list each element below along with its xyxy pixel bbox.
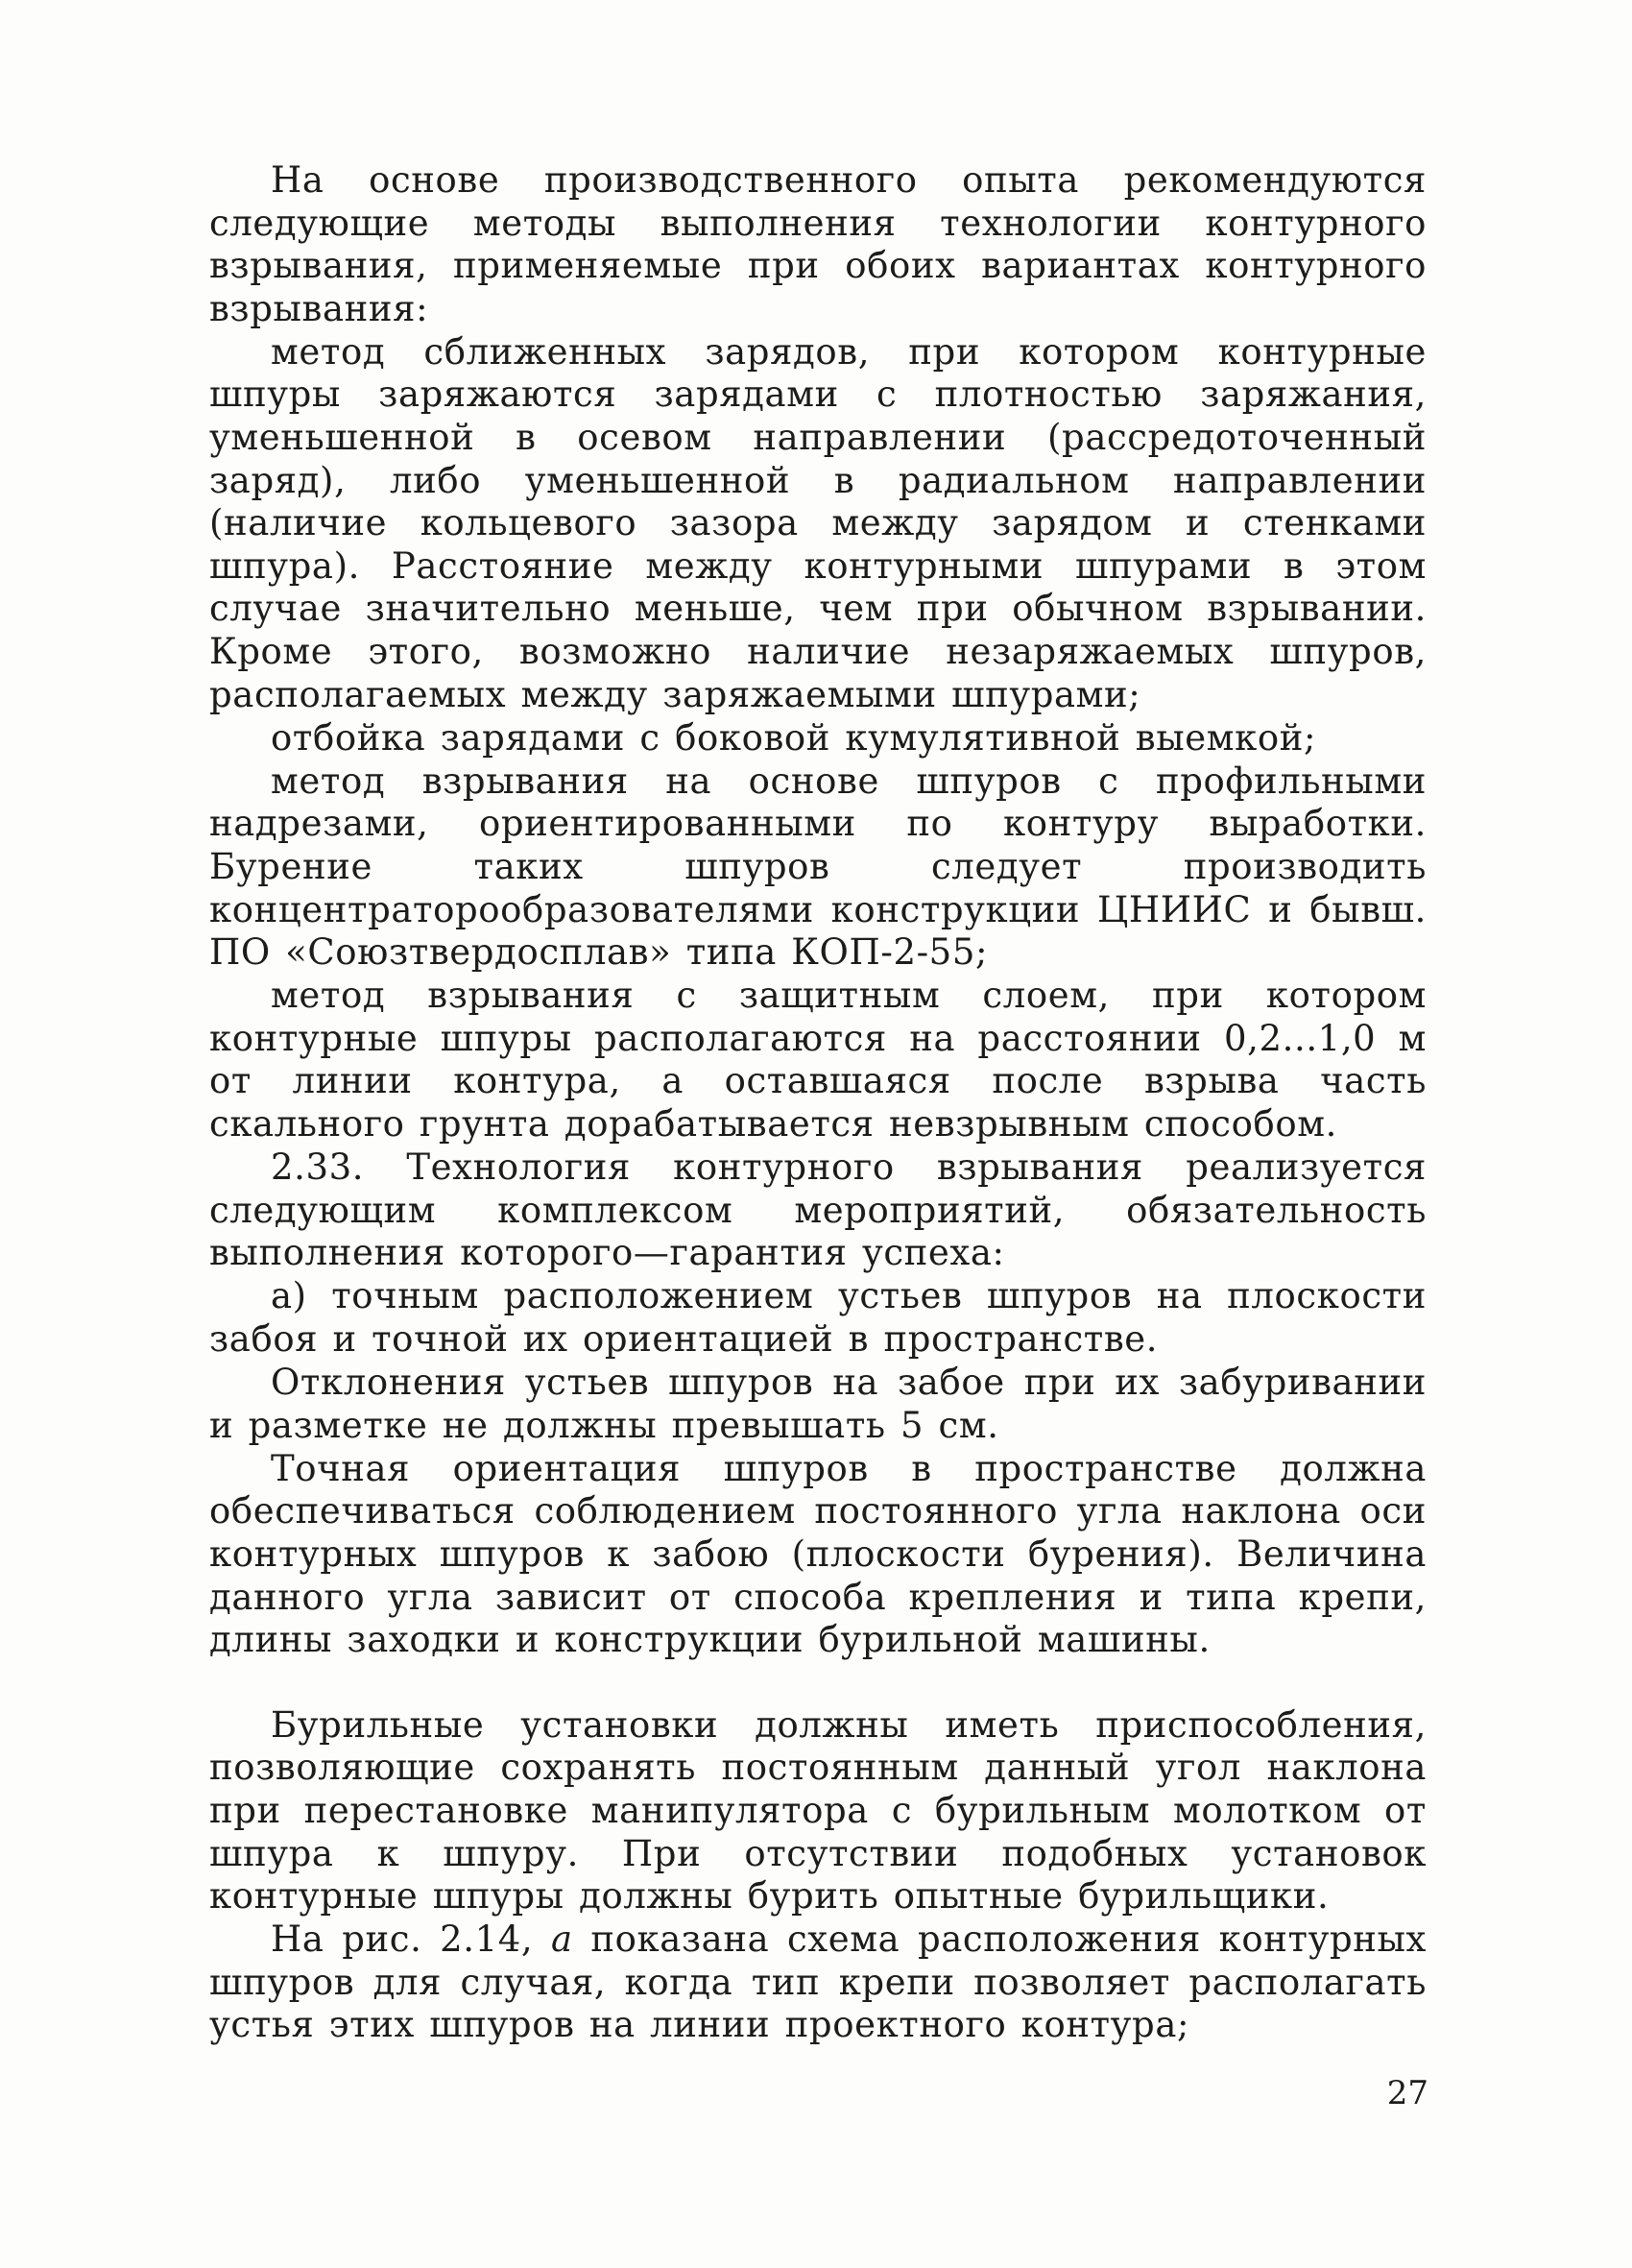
paragraph-method-close-charges: метод сближенных зарядов, при котором контурные шпуры заряжаются зарядами с плотностью заряжания, уменьшенной в осевом направлении (рассредоточенный заряд), либо уменьшенной в радиальном направлении (наличие кольцевого зазора между зарядом и стенками шпура). Расстояние между контурными шпурами в этом случае значительно меньше, чем при обычном взрывании. Кроме этого, возможно наличие незаряжаемых шпуров, располагаемых между заряжаемыми шпурами; bbox=[209, 330, 1427, 715]
paragraph-intro: На основе производственного опыта рекомендуются следующие методы выполнения технологии контурного взрывания, применяемые при обоих вариантах контурного взрывания: bbox=[209, 159, 1427, 329]
page-number: 27 bbox=[1386, 2074, 1428, 2112]
paragraph-orientation: Точная ориентация шпуров в пространстве должна обеспечиваться соблюдением постоянного угла наклона оси контурных шпуров к забою (плоскости бурения). Величина данного угла зависит от способа крепления и типа крепи, длины заходки и конструкции бурильной машины. bbox=[209, 1447, 1427, 1661]
paragraph-cumulative-notch: отбойка зарядами с боковой кумулятивной выемкой; bbox=[271, 716, 1317, 759]
paragraph-drilling-rigs: Бурильные установки должны иметь приспособления, позволяющие сохранять постоянным данный угол наклона при перестановке манипулятора с бурильным молотком от шпура к шпуру. При отсутствии подобных установок контурные шпуры должны бурить опытные бурильщики. bbox=[209, 1703, 1427, 1918]
paragraph-item-a: а) точным расположением устьев шпуров на плоскости забоя и точной их ориентацией в пространстве. bbox=[209, 1275, 1427, 1361]
paragraph-figure-reference bbox=[209, 1918, 1427, 2047]
figure-reference-start: На рис. 2.14, bbox=[271, 1918, 551, 1961]
paragraph-section-2-33: 2.33. Технология контурного взрывания реализуется следующим комплексом мероприятий, обязательность выполнения которого—гарантия успеха: bbox=[209, 1146, 1427, 1274]
figure-reference-letter: а bbox=[551, 1918, 573, 1961]
paragraph-method-protective-layer: метод взрывания с защитным слоем, при котором контурные шпуры располагаются на расстоянии 0,2...1,0 м от линии контура, а оставшаяся после взрыва часть скального грунта дорабатывается невзрывным способом. bbox=[209, 975, 1427, 1146]
paragraph-method-profile-notches: метод взрывания на основе шпуров с профильными надрезами, ориентированными по контуру выработки. Бурение таких шпуров следует производить концентраторообразователями конструкции ЦНИИС и бывш. ПО «Союзтвердосплав» типа КОП-2-55; bbox=[209, 760, 1427, 974]
body-text bbox=[209, 159, 1427, 2048]
figure-reference-end: показана схема расположения контурных шпуров для случая, когда тип крепи позволяет располагать устья этих шпуров на линии проектного контура; bbox=[209, 1918, 1428, 2046]
paragraph-deviation: Отклонения устьев шпуров на забое при их забуривании и разметке не должны превышать 5 см. bbox=[209, 1362, 1427, 1446]
